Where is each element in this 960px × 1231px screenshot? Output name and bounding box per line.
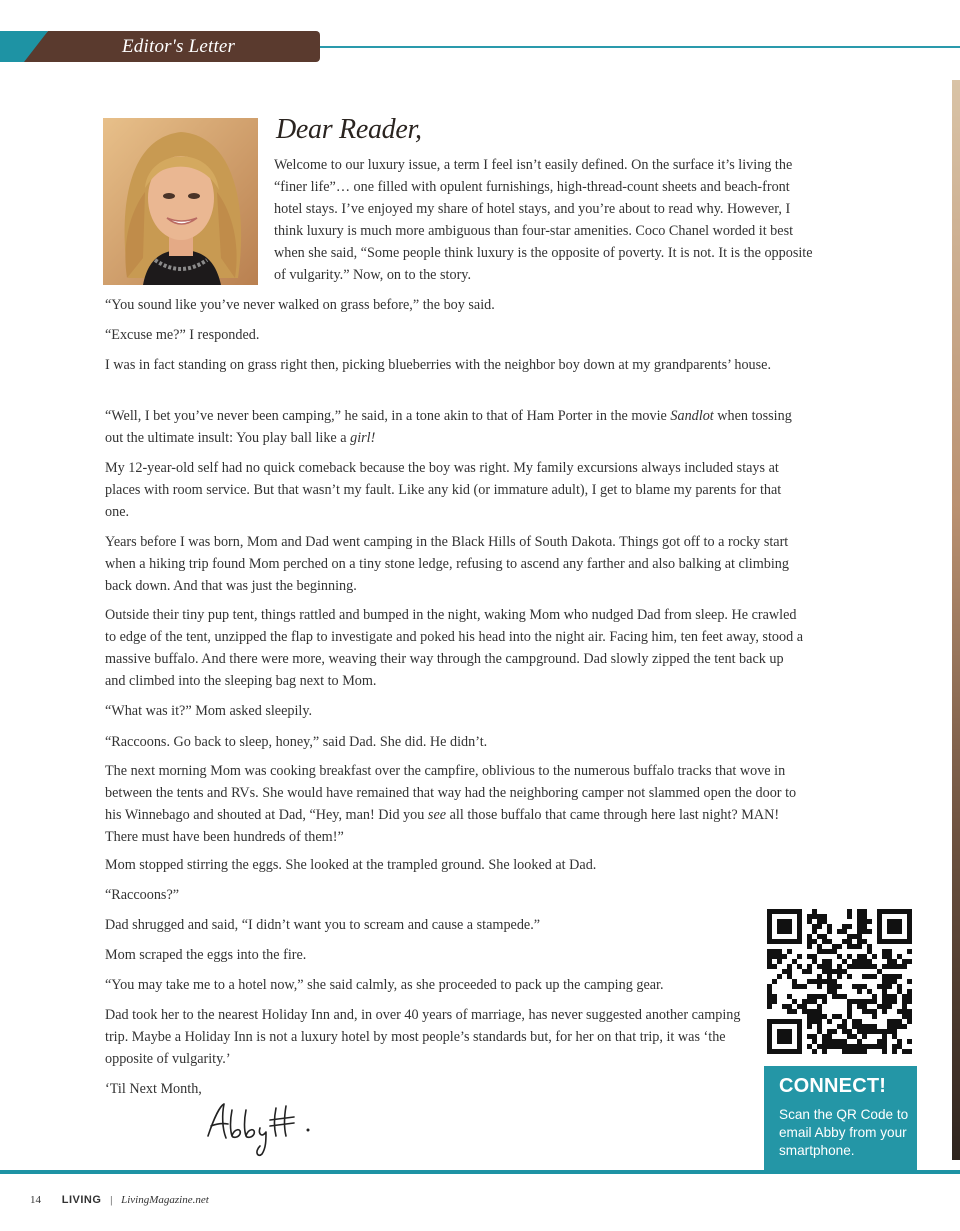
footer-rule [0, 1170, 960, 1174]
connect-callout [764, 1066, 917, 1172]
closing-line: ‘Til Next Month, [105, 1081, 202, 1097]
emphasis: girl! [350, 430, 376, 446]
text-run: when tossing out the ultimate insult: You play ball like a [105, 408, 792, 446]
page-number: 14 [30, 1194, 41, 1206]
footer-website-link[interactable]: LivingMagazine.net [121, 1194, 209, 1206]
text-run: “Well, I bet you’ve never been camping,” he said, in a tone akin to that of Ham Porter in the movie [105, 408, 671, 424]
qr-code[interactable] [766, 909, 913, 1054]
section-title: Editor's Letter [122, 36, 236, 57]
page-footer [30, 1194, 209, 1206]
emphasis: see [427, 807, 447, 823]
intro-paragraph: Welcome to our luxury issue, a term I feel isn’t easily defined. On the surface it’s living the “finer life”… one filled with opulent furnishings, high-thread-count sheets and beach-front hotel stays. I’ve enjoyed my share of hotel stays, and you’re about to read why. However, I think luxury is much more ambiguous than four-star amenities. Coco Chanel worded it best when she said, “Some people think luxury is the opposite of poverty. It is not. It is the opposite of vulgarity.” Now, on to the story. [274, 157, 813, 283]
body-paragraph: Outside their tiny pup tent, things rattled and bumped in the night, waking Mom who nudged Dad from sleep. He crawled to edge of the tent, unzipped the flap to investigate and poked his head into the night air. Facing him, ten feet away, stood a massive buffalo. And there were more, weaving their way through the campground. Dad slowly zipped the tent back up and climbed into the sleeping bag next to Mom. [105, 607, 804, 689]
handwritten-signature [200, 1098, 320, 1160]
body-paragraph: “Excuse me?” I responded. [105, 327, 260, 343]
body-paragraph: Years before I was born, Mom and Dad went camping in the Black Hills of South Dakota. Things got off to a rocky start when a hiking trip found Mom perched on a tiny stone ledge, refusing to ascend any farther and also balking at climbing back down. And that was just the beginning. [105, 534, 789, 594]
body-paragraph: “You sound like you’ve never walked on grass before,” the boy said. [105, 297, 495, 313]
body-paragraph: “Raccoons?” [105, 887, 180, 903]
page-edge-image-strip [952, 80, 960, 1160]
text-run: all those buffalo that came through here last night? MAN! There must have been hundreds of them!” [105, 807, 780, 845]
connect-text: Scan the QR Code to email Abby from your smartphone. [779, 1107, 909, 1158]
footer-separator: | [110, 1194, 113, 1206]
body-paragraph [105, 405, 805, 449]
text-run: The next morning Mom was cooking breakfast over the campfire, oblivious to the numerous buffalo tracks that wove in between the tents and RVs. She would have remained that way had the neighboring camper not slammed open the door to his Winnebago and shouted at Dad, “Hey, man! Did you [105, 763, 797, 823]
body-paragraph: “What was it?” Mom asked sleepily. [105, 703, 313, 719]
body-paragraph: Mom scraped the eggs into the fire. [105, 947, 307, 963]
editor-photo [103, 118, 258, 285]
body-paragraph: My 12-year-old self had no quick comeback because the boy was right. My family excursions always included stays at places with room service. But that wasn’t my fault. Like any kid (or immature adult), I get to blame my parents for that one. [105, 460, 782, 520]
header-rule [320, 46, 960, 48]
body-paragraph: “Raccoons. Go back to sleep, honey,” said Dad. She did. He didn’t. [105, 734, 488, 750]
body-paragraph: “You may take me to a hotel now,” she said calmly, as she proceeded to pack up the camping gear. [105, 977, 664, 993]
body-paragraph [105, 760, 805, 848]
footer-brand: LIVING [61, 1194, 102, 1206]
connect-title: CONNECT! [779, 1075, 887, 1097]
movie-title: Sandlot [670, 408, 714, 424]
letter-salutation: Dear Reader, [276, 114, 422, 145]
body-paragraph: Dad shrugged and said, “I didn’t want you to scream and cause a stampede.” [105, 917, 541, 933]
body-paragraph: Dad took her to the nearest Holiday Inn and, in over 40 years of marriage, has never suggested another camping trip. Maybe a Holiday Inn is not a luxury hotel by most people’s standards but, for her on that trip, it was ‘the opposite of vulgarity.’ [105, 1007, 741, 1067]
body-paragraph: Mom stopped stirring the eggs. She looked at the trampled ground. She looked at Dad. [105, 857, 597, 873]
body-paragraph: I was in fact standing on grass right then, picking blueberries with the neighbor boy down at my grandparents’ house. [105, 357, 772, 373]
